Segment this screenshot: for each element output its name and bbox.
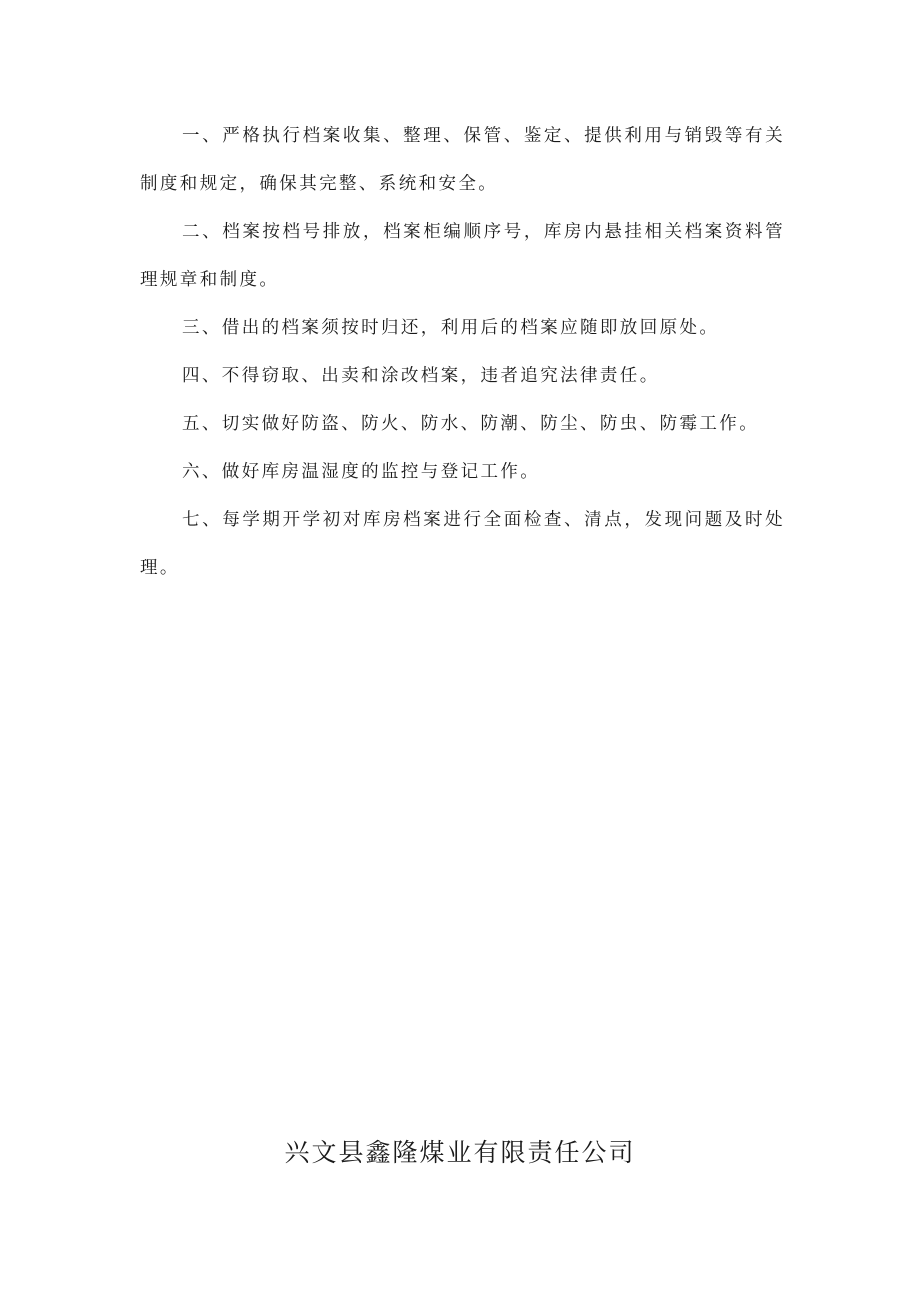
rule-item-1: 一、严格执行档案收集、整理、保管、鉴定、提供利用与销毁等有关制度和规定，确保其完整、系统和安全。 <box>140 126 785 194</box>
rule-item-7: 七、每学期开学初对库房档案进行全面检查、清点，发现问题及时处理。 <box>140 510 785 578</box>
rule-item-3: 三、借出的档案须按时归还，利用后的档案应随即放回原处。 <box>182 318 720 338</box>
rule-item-2: 二、档案按档号排放，档案柜编顺序号，库房内悬挂相关档案资料管理规章和制度。 <box>140 222 785 290</box>
company-name-footer: 兴文县鑫隆煤业有限责任公司 <box>284 1138 636 1167</box>
rule-item-4: 四、不得窃取、出卖和涂改档案，违者追究法律责任。 <box>182 366 660 386</box>
rule-item-6: 六、做好库房温湿度的监控与登记工作。 <box>182 462 541 482</box>
rules-list <box>140 112 785 592</box>
rule-item-5: 五、切实做好防盗、防火、防水、防潮、防尘、防虫、防霉工作。 <box>182 414 760 434</box>
